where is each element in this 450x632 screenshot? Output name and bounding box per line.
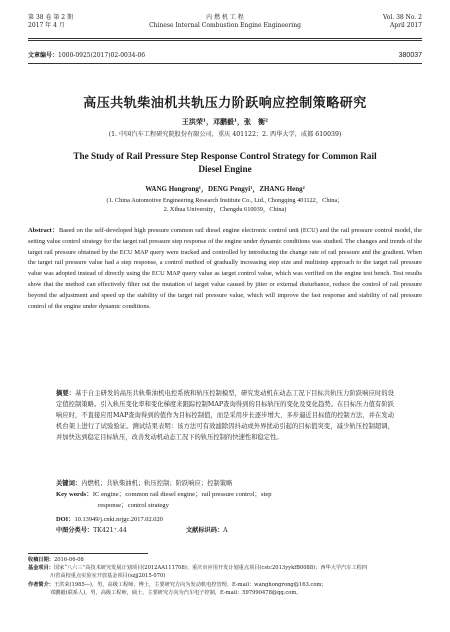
title-en [40,150,410,176]
fund-continued: 川省高校重点实验室开放基金项目(szjj2015-070) [50,573,166,580]
received-label: 收稿日期： [28,557,54,563]
issue-date-cn: 2017 年 4 月 [28,22,65,29]
keywords-en-line2: response；control strategy [98,501,169,509]
classification-label: 中图分类号： [56,527,94,534]
abstract-cn-label: 摘要： [56,390,76,397]
affiliation-en-line1: (1. China Automotive Engineering Research Institute Co., Ltd., Chongqing 401122，China； [106,197,344,204]
volume-issue: 第 38 卷 第 2 期 [28,14,73,21]
author-continued: 邓鹏毅(联系人)，男，高级工程师，硕士，主要研究方向为汽车电子控制，E-mail：597990478@qq.com。 [50,589,302,596]
keywords-cn [56,479,394,489]
footnote-fund [28,564,422,572]
received-value: 2016-06-08 [53,557,84,563]
classification-line [56,525,394,534]
author-label: 作者简介： [28,581,54,588]
article-code: 380037 [398,52,422,59]
article-number-rule [28,63,422,64]
article-number-value: 1000-0925(2017)02-0034-06 [58,52,146,59]
abstract-cn [56,388,394,443]
abstract-en-label: Abstract： [28,227,59,234]
article-number-line [28,52,422,60]
keywords-cn-label: 关键词： [56,480,82,487]
document-code-label: 文献标识码： [186,527,224,534]
fund-value: 国家“八六三”高技术研究发展计划项目(2012AA111708)；重庆市应用开发计划重点项目(cstc2013yykfB0088)；西华大学汽车工程四 [53,565,368,572]
affiliation-cn: (1. 中国汽车工程研究院股份有限公司，重庆 401122；2. 西华大学，成都 610039) [108,131,342,138]
volume-issue-en: Vol. 38 No. 2 [382,14,422,21]
footnotes [28,556,422,597]
keywords-en [56,490,394,511]
doi-label: DOI： [56,516,75,523]
journal-name [28,14,422,30]
article-number-label: 文章编号： [28,52,59,59]
abstract-en [28,226,422,312]
document-code [186,525,228,534]
title-cn: 高压共轨柴油机共轨压力阶跃响应控制策略研究 [83,96,367,111]
title-en-line2: Diesel Engine [198,164,252,174]
doi-value: 10.13949/j.cnki.nrjgc.2017.02.020 [74,516,163,523]
doi-line [56,514,394,523]
author-value: 王洪荣(1985—)，男，高级工程师，博士，主要研究方向为发动机电控管理，E-mail：wanghongrong@163.com； [53,581,327,588]
footnote-author [28,581,422,589]
journal-header [28,14,422,38]
authors-en: WANG Hongrong¹，DENG Pengyi¹，ZHANG Heng² [145,185,305,193]
document-code-value: A [223,527,228,534]
header-rule-top [28,38,422,39]
issue-info-en [383,14,422,30]
fund-label: 基金项目： [28,565,54,572]
journal-name-en: Chinese Internal Combustion Engine Engineering [149,22,301,29]
classification-value: TK421⁺.44 [93,527,127,534]
title-en-line1: The Study of Rail Pressure Step Response Control Strategy for Common Rail [73,151,377,161]
footnote-received [28,556,422,564]
keywords-en-line1: IC engine；common rail diesel engine；rail pressure control；step [92,491,272,498]
abstract-en-text: Based on the self-developed high pressure common rail diesel engine electronic control unit (ECU) and the rail pressure control model, the setting value control strategy for the target rail pressure step response of the engine under dynamic conditions was studied. The changes and trends of the target rail pressure obtained by the ECU MAP query were tracked and controlled by introducing the change rate of rail pressure and the gradient. When the target rail pressure value had a step response, a control method of gradually increasing step size and multistep approach to the target rail pressure value was adopted instead of directly using the ECU MAP query value as target control value, which was verified on the engine test bench. Test results show that the method can effectively filter out the mutation of target value caused by jitter or external disturbance, reduce the control of rail pressure beyond the adjustment and speed up the stability of the target rail pressure value, which will improve the fast response and stability of rail pressure control of the engine under dynamic conditions. [28,227,422,310]
affiliation-en-line2: 2. Xihua University，Chengdu 610039，China) [163,206,287,213]
keywords-en-label: Key words： [56,491,93,498]
authors-cn: 王洪荣¹，邓鹏毅¹，张 衡² [181,117,269,126]
abstract-cn-text: 基于自主研发的高压共轨柴油机电控系统和轨压控制模型，研究发动机在动态工况下目标共轨压力阶跃响应时的设定值控制策略。引入轨压变化率和变化梯度来跟踪控制MAP查询得到的目标轨压的变化及变化趋势。在目标压力值有阶跃响应时，不直接应用MAP查询得到的值作为目标控制值，而是采用步长逐步增大、多步逼近目标值的控制方法，并在发动机台架上进行了试验验证。测试结果表明：该方法可有效滤除因抖动或外界扰动引起的目标值突变，减少轨压控制超调，并加快达到稳定目标轨压，改善发动机动态工况下的轨压控制的快速性和稳定性。 [56,390,395,441]
issue-date-en: April 2017 [389,22,422,29]
affiliation-en [40,196,410,214]
header-rule-bottom [28,40,422,41]
keywords-cn-text: 内燃机；共轨柴油机；轨压控制；阶跃响应；控制策略 [81,480,233,487]
journal-name-cn: 内 燃 机 工 程 [206,14,244,21]
footnote-rule [28,553,148,554]
